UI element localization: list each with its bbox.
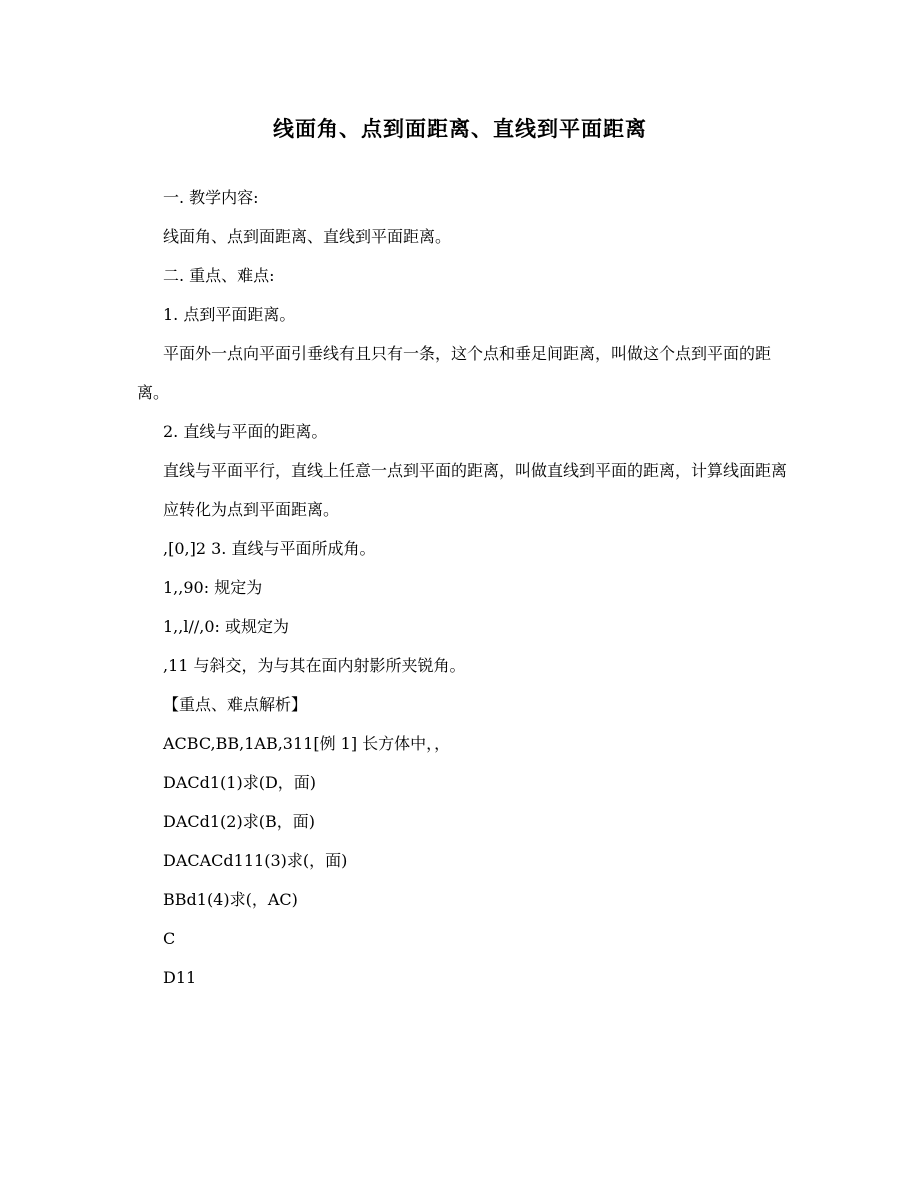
paragraph: 应转化为点到平面距离。 [163,500,340,519]
example-line: BBd1(4)求(，AC) [163,890,298,909]
subheading-point-plane-distance: 1. 点到平面距离。 [163,305,296,324]
example-line: DACd1(1)求(D，面) [163,773,317,792]
section-heading-content: 一. 教学内容: [163,188,259,207]
subheading-line-plane-distance: 2. 直线与平面的距离。 [163,422,328,441]
paragraph: 直线与平面平行，直线上任意一点到平面的距离，叫做直线到平面的距离，计算线面距离 [163,461,788,480]
example-line: ACBC,BB,1AB,311[例 1] 长方体中，， [163,734,451,753]
paragraph: 1,,l//,0: 或规定为 [163,617,289,636]
paragraph: 平面外一点向平面引垂线有且只有一条，这个点和垂足间距离，叫做这个点到平面的距离。 [137,344,772,402]
paragraph: ,11 与斜交，为与其在面内射影所夹锐角。 [163,656,466,675]
subheading-line-plane-angle: ,[0,]2 3. 直线与平面所成角。 [163,539,376,558]
document-title: 线面角、点到面距离、直线到平面距离 [273,116,647,141]
paragraph: 线面角、点到面距离、直线到平面距离。 [163,227,452,246]
example-line: D11 [163,968,197,987]
section-heading-keypoints: 二. 重点、难点: [163,266,275,285]
document-body [137,178,797,997]
example-line: DACd1(2)求(B，面) [163,812,315,831]
example-line: C [163,929,176,948]
section-heading-analysis: 【重点、难点解析】 [163,695,308,714]
paragraph: 1,,90: 规定为 [163,578,263,597]
example-line: DACACd111(3)求(，面) [163,851,348,870]
